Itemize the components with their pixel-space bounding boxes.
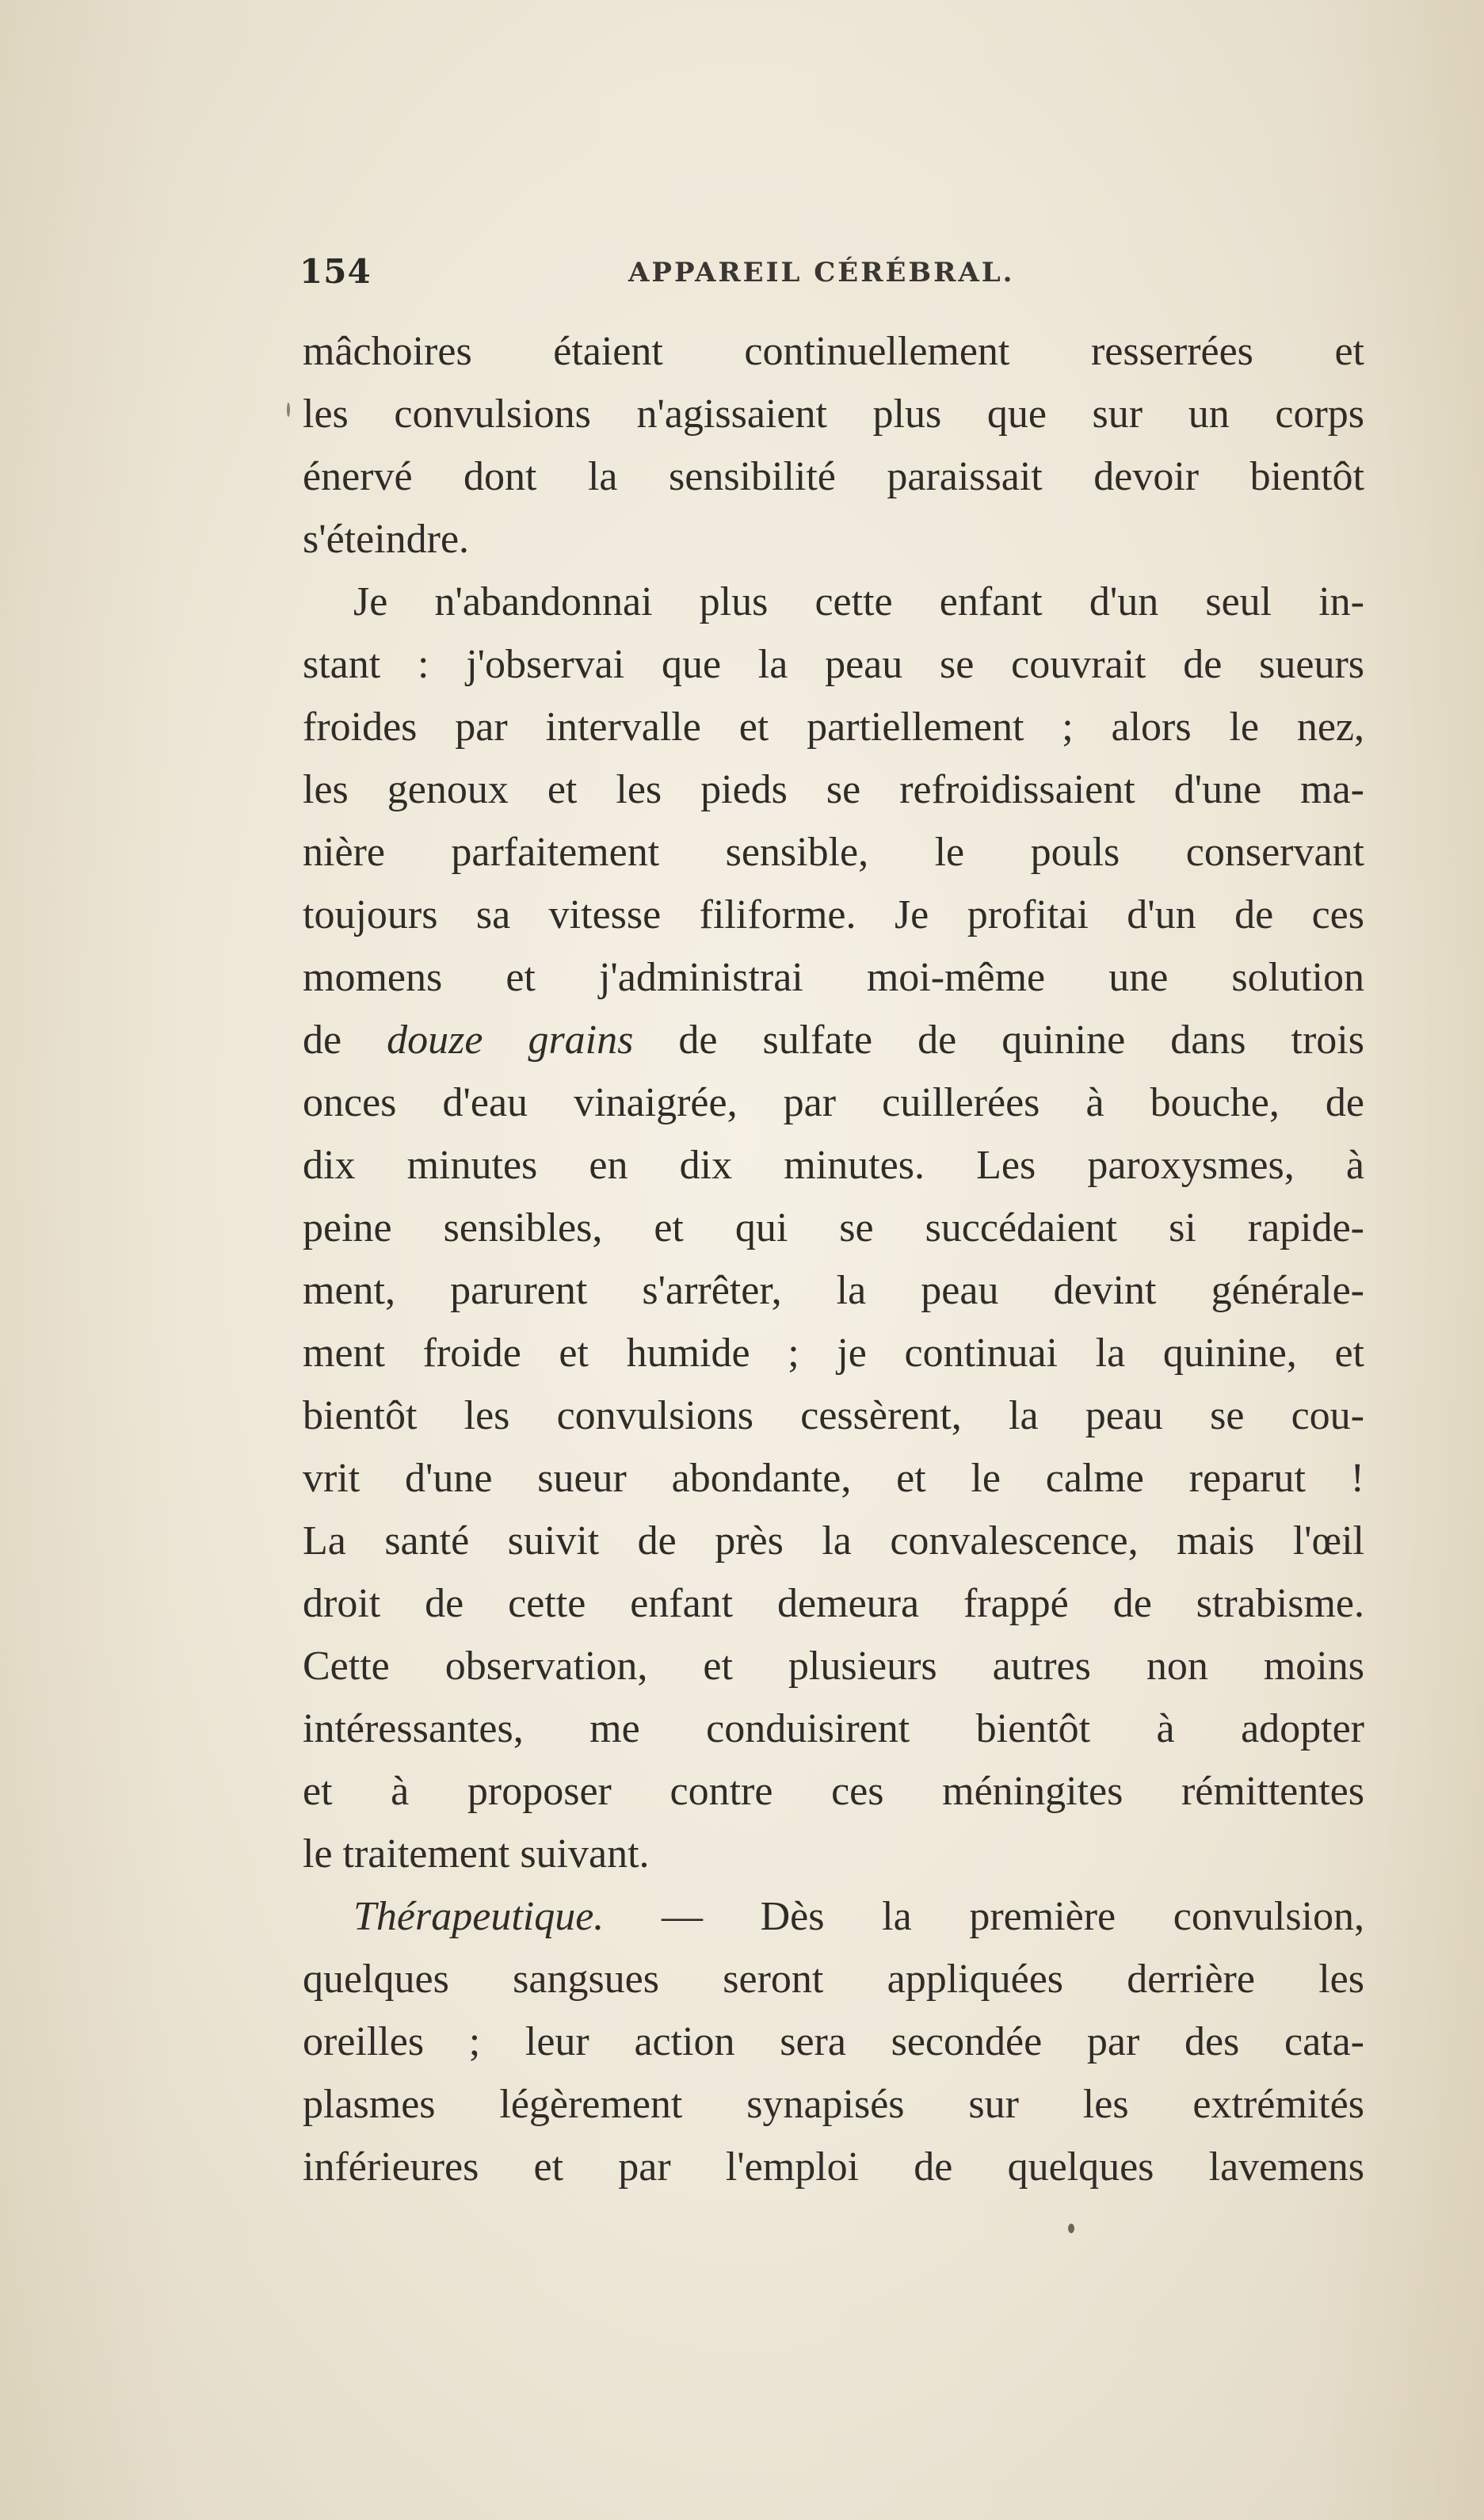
text-line: mâchoires étaient continuellement resserrées et: [303, 329, 1364, 374]
text-line: et à proposer contre ces méningites rémittentes: [303, 1769, 1364, 1814]
text-line: inférieures et par l'emploi de quelques lavemens: [303, 2144, 1364, 2190]
page-header: [299, 252, 1361, 300]
text-line: les convulsions n'agissaient plus que sur un corps: [303, 391, 1364, 437]
text-line: droit de cette enfant demeura frappé de strabisme.: [303, 1581, 1364, 1626]
text-line: dix minutes en dix minutes. Les paroxysmes, à: [303, 1143, 1364, 1188]
text-line: [303, 1009, 1364, 1071]
text-line: ment, parurent s'arrêter, la peau devint générale-: [303, 1268, 1364, 1313]
text-line: s'éteindre.: [303, 517, 470, 562]
text-line: momens et j'administrai moi-même une solution: [303, 955, 1364, 1000]
text-line: plasmes légèrement synapisés sur les extrémités: [303, 2082, 1364, 2127]
italic-phrase: Thérapeutique.: [353, 1894, 605, 1939]
paper-speck: [287, 403, 290, 417]
line-text-before: de: [303, 1018, 387, 1063]
text-line: nière parfaitement sensible, le pouls conservant: [303, 830, 1364, 875]
text-line: intéressantes, me conduisirent bientôt à adopter: [303, 1706, 1364, 1751]
text-line: quelques sangsues seront appliquées derrière les: [303, 1957, 1364, 2002]
text-line: peine sensibles, et qui se succédaient si rapide-: [303, 1205, 1364, 1250]
text-line: bientôt les convulsions cessèrent, la peau se cou-: [303, 1393, 1364, 1438]
text-line: [303, 1885, 1364, 1948]
text-line: toujours sa vitesse filiforme. Je profitai d'un de ces: [303, 892, 1364, 937]
text-line: le traitement suivant.: [303, 1831, 650, 1877]
text-line: oreilles ; leur action sera secondée par des cata-: [303, 2019, 1364, 2064]
text-line: les genoux et les pieds se refroidissaient d'une ma-: [303, 767, 1364, 812]
text-line: La santé suivit de près la convalescence, mais l'œil: [303, 1518, 1364, 1564]
text-line: Cette observation, et plusieurs autres non moins: [303, 1644, 1364, 1689]
text-line: froides par intervalle et partiellement ; alors le nez,: [303, 704, 1364, 750]
line-text-after: — Dès la première convulsion,: [604, 1894, 1364, 1939]
text-line: onces d'eau vinaigrée, par cuillerées à bouche, de: [303, 1080, 1364, 1125]
text-line: énervé dont la sensibilité paraissait devoir bientôt: [303, 454, 1364, 499]
paper-speck: [1068, 2224, 1074, 2233]
text-line: stant : j'observai que la peau se couvrait de sueurs: [303, 642, 1364, 687]
italic-phrase: douze grains: [387, 1018, 634, 1063]
body-text: [303, 320, 1364, 2198]
running-head: APPAREIL CÉRÉBRAL.: [628, 257, 1015, 288]
text-line: Je n'abandonnai plus cette enfant d'un seul in-: [353, 579, 1364, 624]
text-line: ment froide et humide ; je continuai la quinine, et: [303, 1331, 1364, 1376]
line-text-after: de sulfate de quinine dans trois: [633, 1018, 1364, 1063]
text-line: vrit d'une sueur abondante, et le calme reparut !: [303, 1456, 1364, 1501]
page-number: 154: [299, 252, 372, 291]
